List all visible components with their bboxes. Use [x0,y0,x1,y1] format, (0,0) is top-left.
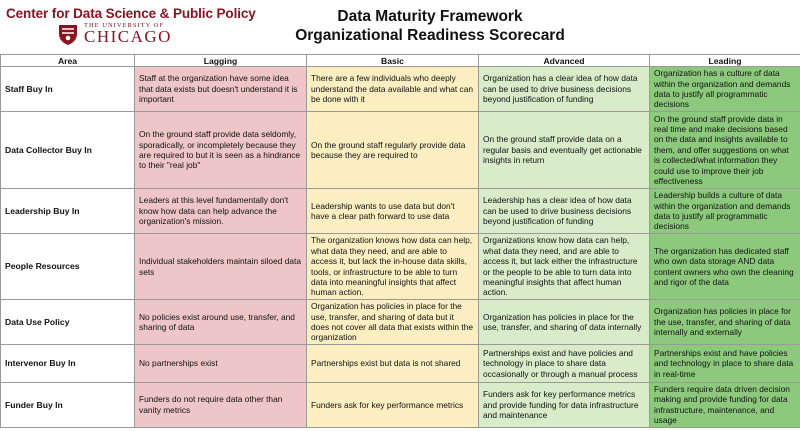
cell-lagging: Staff at the organization have some idea that data exists but doesn't understand it is important [135,67,307,112]
col-header-leading: Leading [650,55,800,67]
cell-advanced: Funders ask for key performance metrics and provide funding for data infrastructure and maintenance [479,383,650,428]
table-row [1,300,800,345]
cell-basic: Organization has policies in place for the use, transfer, and sharing of data but it does not cover all data that exists within the organization [307,300,479,345]
cell-basic: On the ground staff regularly provide data because they are required to [307,112,479,189]
cell-advanced: Organization has a clear idea of how data can be used to drive business decisions beyond justification of funding [479,67,650,112]
cell-advanced: Organizations know how data can help, what data they need, and are able to access it, but lack either the infrastructure or the people to be able to turn data into meaningful insights that affect human action. [479,234,650,300]
cell-basic: There are a few individuals who deeply understand the data available and what can be done with it [307,67,479,112]
col-header-advanced: Advanced [479,55,650,67]
cell-basic: Partnerships exist but data is not shared [307,345,479,383]
table-row [1,67,800,112]
row-area-label: Funder Buy In [1,383,135,428]
col-header-area: Area [1,55,135,67]
cell-leading: Organization has a culture of data within the organization and demands data to justify all programmatic decisions [650,67,800,112]
cell-lagging: No partnerships exist [135,345,307,383]
cell-lagging: Leaders at this level fundamentally don't know how data can help advance the organization's mission. [135,189,307,234]
cell-lagging: No policies exist around use, transfer, and sharing of data [135,300,307,345]
cell-lagging: Individual stakeholders maintain siloed data sets [135,234,307,300]
cell-advanced: Organization has policies in place for the use, transfer, and sharing of data internally [479,300,650,345]
table-row [1,345,800,383]
col-header-lagging: Lagging [135,55,307,67]
row-area-label: Data Use Policy [1,300,135,345]
cell-leading: On the ground staff provide data in real time and make decisions based on the data and insights available to them, and offer suggestions on what is collected/what information they could use to improve their job effectiveness [650,112,800,189]
row-area-label: Leadership Buy In [1,189,135,234]
row-area-label: People Resources [1,234,135,300]
col-header-basic: Basic [307,55,479,67]
page-title: Data Maturity Framework [337,8,523,25]
university-name: CHICAGO [84,27,172,46]
cell-leading: Partnerships exist and have policies and technology in place to share data in real-time [650,345,800,383]
page-header [0,0,800,56]
cell-basic: The organization knows how data can help, what data they need, and are able to access it, but lack the in-house data skills, tools, or infrastructure to be able to turn data into meaningful insights that affect human action. [307,234,479,300]
cell-lagging: On the ground staff provide data seldomly, sporadically, or incompletely because they are required to but it is seen as a hindrance to their "real job" [135,112,307,189]
row-area-label: Staff Buy In [1,67,135,112]
cell-leading: The organization has dedicated staff who own data storage AND data content owners who own the cleaning and rigor of the data [650,234,800,300]
scorecard-table [0,54,800,428]
university-prefix: THE UNIVERSITY OF [84,22,164,29]
table-row [1,383,800,428]
row-area-label: Data Collector Buy In [1,112,135,189]
table-row [1,189,800,234]
shield-icon [58,24,78,46]
cell-advanced: Partnerships exist and have policies and technology in place to share data occasionally or through a manual process [479,345,650,383]
university-logo [58,22,198,45]
cell-leading: Organization has policies in place for the use, transfer, and sharing of data internally and externally [650,300,800,345]
org-name: Center for Data Science & Public Policy [6,6,256,21]
table-row [1,234,800,300]
cell-leading: Funders require data driven decision making and provide funding for data infrastructure, maintenance, and usage [650,383,800,428]
table-row [1,112,800,189]
cell-basic: Leadership wants to use data but don't have a clear path forward to use data [307,189,479,234]
cell-leading: Leadership builds a culture of data within the organization and demands data to justify all programmatic decisions [650,189,800,234]
table-header-row [1,55,800,67]
page-subtitle: Organizational Readiness Scorecard [295,27,565,44]
row-area-label: Intervenor Buy In [1,345,135,383]
cell-basic: Funders ask for key performance metrics [307,383,479,428]
cell-advanced: Leadership has a clear idea of how data can be used to drive business decisions beyond justification of funding [479,189,650,234]
cell-lagging: Funders do not require data other than vanity metrics [135,383,307,428]
cell-advanced: On the ground staff provide data on a regular basis and eventually get actionable insights in return [479,112,650,189]
